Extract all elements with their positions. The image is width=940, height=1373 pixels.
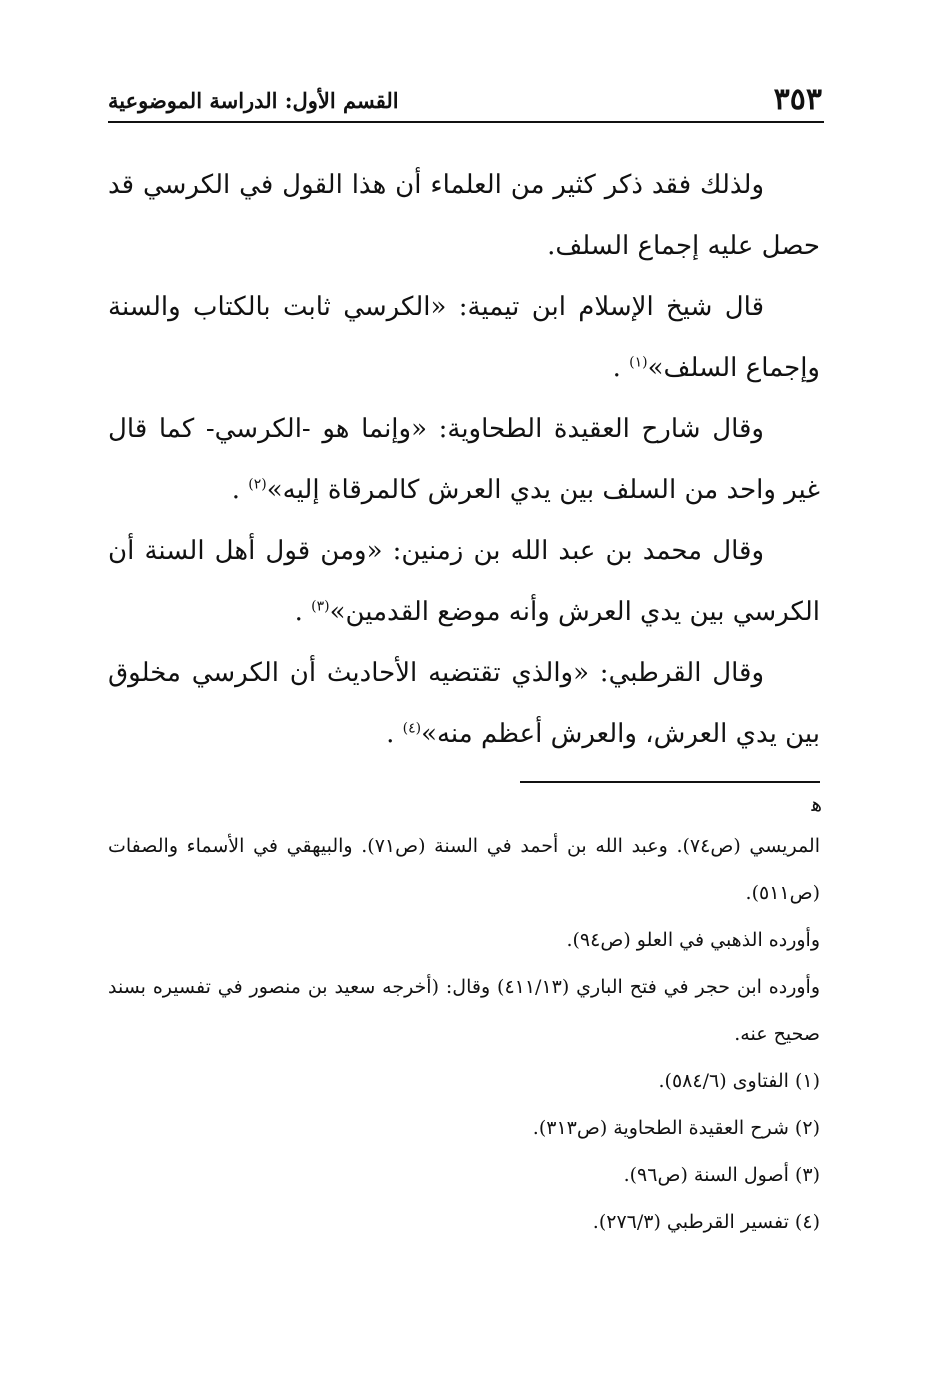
footnote-ref: (٣) (311, 598, 330, 615)
footnote: (٣) أصول السنة (ص٩٦). (623, 1164, 820, 1186)
footnote: (٢) شرح العقيدة الطحاوية (ص٣١٣). (532, 1117, 820, 1139)
body-text (108, 155, 820, 765)
paragraph-period: . (386, 719, 395, 749)
paragraph-text: قال شيخ الإسلام ابن تيمية: «الكرسي ثابت بالكتاب والسنة وإجماع السلف» (108, 292, 820, 383)
footnote-continuation: المريسي (ص٧٤). وعبد الله بن أحمد في السنة (ص٧١). والبيهقي في الأسماء والصفات (ص٥١١). (108, 835, 820, 904)
running-title: القسم الأول: الدراسة الموضوعية (108, 87, 399, 113)
paragraph-period: . (231, 475, 240, 505)
footnote: (١) الفتاوى (٥٨٤/٦). (658, 1070, 820, 1092)
page-header (108, 80, 822, 120)
paragraph-text: وقال محمد بن عبد الله بن زمنين: «ومن قول أهل السنة أن الكرسي بين يدي العرش وأنه موضع القدمين» (108, 536, 820, 627)
paragraph-text: وقال شارح العقيدة الطحاوية: «وإنما هو -الكرسي- كما قال غير واحد من السلف بين يدي العرش كالمرقاة إليه» (108, 414, 820, 505)
page-number: ٣٥٣ (773, 82, 822, 117)
header-rule (108, 121, 824, 123)
footnote: (٤) تفسير القرطبي (٢٧٦/٣). (592, 1211, 820, 1233)
footnote-ref: (١) (629, 354, 648, 371)
footnote-ref: (٤) (402, 720, 422, 737)
paragraph (108, 155, 820, 277)
paragraph (108, 521, 820, 643)
footnote-separator (520, 781, 820, 783)
footnote-continuation: وأورده ابن حجر في فتح الباري (٤١١/١٣) وقال: (أخرجه سعيد بن منصور في تفسيره بسند صحيح عنه. (108, 976, 821, 1045)
paragraph-period: . (612, 353, 621, 383)
footnote-continuation: وأورده الذهبي في العلو (ص٩٤). (566, 929, 820, 951)
paragraph (108, 643, 820, 765)
paragraph-text: وقال القرطبي: «والذي تقتضيه الأحاديث أن الكرسي مخلوق بين يدي العرش، والعرش أعظم منه» (108, 658, 820, 749)
paragraph (108, 277, 820, 399)
footnotes (108, 823, 820, 1246)
paragraph-text: ولذلك فقد ذكر كثير من العلماء أن هذا القول في الكرسي قد حصل عليه إجماع السلف. (108, 170, 820, 261)
paragraph (108, 399, 820, 521)
continuation-mark: ﻫ (811, 792, 822, 816)
footnote-ref: (٢) (248, 476, 267, 493)
paragraph-period: . (294, 597, 303, 627)
